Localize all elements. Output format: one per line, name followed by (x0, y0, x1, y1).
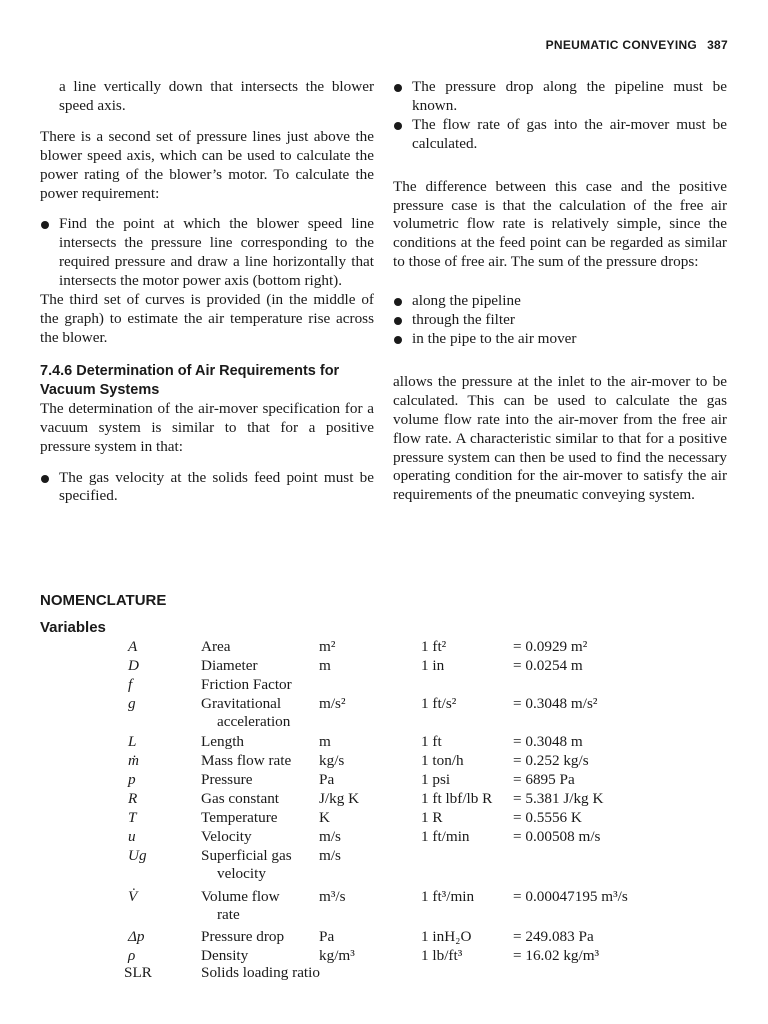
table-row (40, 947, 740, 964)
variable-name: Length (201, 733, 245, 750)
si-unit: m/s (319, 847, 341, 864)
imperial-unit: 1 R (421, 809, 443, 826)
table-row (40, 964, 740, 983)
imperial-unit: 1 ft³/min (421, 888, 475, 905)
table-row (40, 828, 740, 847)
imperial-unit: 1 ft (421, 733, 442, 750)
si-unit: m³/s (319, 888, 346, 905)
conversion: = 6895 Pa (513, 771, 575, 788)
table-row (40, 928, 740, 947)
imperial-unit: 1 ft/s² (421, 695, 457, 712)
si-unit: m (319, 657, 331, 674)
table-row (40, 657, 740, 676)
conversion: = 16.02 kg/m³ (513, 947, 600, 964)
paragraph: allows the pressure at the inlet to the air-mover to be calculated. This can be used to calculate the gas volume flow rate into the air-mover from the free air flow rate. A characteristic similar to that for a positive pressure system can then be used to find the necessary operating condition for the air-mover to satisfy the air requirements of the pneumatic conveying system. (393, 372, 727, 504)
page-number: 387 (707, 38, 728, 52)
table-row (40, 733, 740, 752)
conversion: = 0.00508 m/s (513, 828, 601, 845)
paragraph: The difference between this case and the positive pressure case is that the calculation of the free air volumetric flow rate is relatively simple, since the conditions at the feed point can be regarded as similar to those of free air. The sum of the pressure drops: (393, 177, 727, 271)
table-row (40, 790, 740, 809)
variable-name: Friction Factor (201, 676, 292, 693)
variable-name: Superficial gas (201, 847, 292, 864)
running-header (546, 38, 728, 52)
si-unit: Pa (319, 771, 335, 788)
variable-name: Volume flow (201, 888, 280, 905)
imperial-unit: 1 ft/min (421, 828, 470, 845)
symbol: ṁ (128, 752, 139, 769)
conversion: = 0.252 kg/s (513, 752, 589, 769)
symbol: Ug (128, 847, 147, 864)
si-unit: K (319, 809, 330, 826)
imperial-unit: 1 lb/ft³ (421, 947, 463, 964)
variable-name: Diameter (201, 657, 258, 674)
variables-subtitle: Variables (40, 619, 106, 636)
symbol: A (128, 638, 138, 655)
variable-name: Density (201, 947, 249, 964)
paragraph: There is a second set of pressure lines just above the blower speed axis, which can be used to calculate the power rating of the blower’s motor. To calculate the power requirement: (40, 127, 374, 202)
symbol: L (128, 733, 137, 750)
section-heading: 7.4.6 Determination of Air Requirements for Vacuum Systems (40, 362, 340, 398)
table-row (40, 676, 740, 695)
table-row (40, 771, 740, 790)
paragraph: a line vertically down that intersects the blower speed axis. (59, 78, 374, 114)
variable-name: Pressure drop (201, 928, 285, 945)
si-unit: m/s² (319, 695, 346, 712)
symbol: SLR (124, 964, 152, 981)
bullet-item: Find the point at which the blower speed line intersects the pressure line corresponding to the required pressure and draw a line horizontally that intersects the motor power axis (bottom right). (40, 215, 374, 291)
symbol: T (128, 809, 137, 826)
conversion: = 0.0929 m² (513, 638, 588, 655)
table-row (40, 638, 740, 657)
imperial-unit: 1 inH₂O (421, 928, 472, 945)
conversion: = 0.00047195 m³/s (513, 888, 628, 905)
symbol: p (128, 771, 136, 788)
table-row (40, 888, 740, 928)
symbol: R (128, 790, 138, 807)
variable-name: Gravitational (201, 695, 282, 712)
si-unit: m² (319, 638, 336, 655)
variable-name: Velocity (201, 828, 252, 845)
symbol: D (128, 657, 139, 674)
imperial-unit: 1 in (421, 657, 445, 674)
symbol: V̇ (128, 888, 138, 905)
nomenclature-table (40, 638, 740, 983)
conversion: = 5.381 J/kg K (513, 790, 604, 807)
list-item: through the filter (393, 311, 727, 330)
table-row (40, 847, 740, 888)
variable-name: Gas constant (201, 790, 280, 807)
variable-name: Temperature (201, 809, 278, 826)
conversion: = 0.0254 m (513, 657, 583, 674)
list-item: along the pipeline (393, 292, 727, 311)
paragraph: The third set of curves is provided (in the middle of the graph) to estimate the air temperature rise across the blower. (40, 291, 374, 346)
imperial-unit: 1 ft² (421, 638, 447, 655)
header-title: PNEUMATIC CONVEYING (545, 38, 698, 52)
si-unit: Pa (319, 928, 335, 945)
bullet-item: The gas velocity at the solids feed point must be specified. (40, 469, 374, 507)
nomenclature-title: NOMENCLATURE (40, 592, 167, 609)
bullet-item: The pressure drop along the pipeline must be known. (393, 78, 727, 116)
variable-name: Solids loading ratio (201, 964, 320, 981)
imperial-unit: 1 ft lbf/lb R (421, 790, 493, 807)
conversion: = 0.3048 m (513, 733, 583, 750)
imperial-unit: 1 psi (421, 771, 451, 788)
variable-name-continued: acceleration (217, 713, 291, 730)
variable-name: Area (201, 638, 231, 655)
symbol: Δp (128, 928, 145, 945)
variable-name-continued: velocity (217, 865, 266, 882)
symbol: f (128, 676, 133, 693)
symbol: u (128, 828, 136, 845)
symbol: ρ (128, 947, 136, 964)
si-unit: m (319, 733, 331, 750)
imperial-unit: 1 ton/h (421, 752, 464, 769)
list-item: in the pipe to the air mover (393, 330, 727, 349)
pressure-drop-list (393, 292, 727, 349)
si-unit: kg/m³ (319, 947, 355, 964)
symbol: g (128, 695, 136, 712)
si-unit: J/kg K (319, 790, 360, 807)
paragraph: The determination of the air-mover specification for a vacuum system is similar to that for a positive pressure system in that: (40, 399, 374, 455)
bullet-item: The flow rate of gas into the air-mover must be calculated. (393, 116, 727, 154)
left-column (40, 78, 374, 506)
variable-name-continued: rate (217, 906, 240, 923)
si-unit: m/s (319, 828, 341, 845)
table-row (40, 809, 740, 828)
right-column (393, 78, 727, 517)
conversion: = 0.5556 K (513, 809, 582, 826)
conversion: = 249.083 Pa (513, 928, 594, 945)
variable-name: Mass flow rate (201, 752, 292, 769)
conversion: = 0.3048 m/s² (513, 695, 598, 712)
si-unit: kg/s (319, 752, 345, 769)
variable-name: Pressure (201, 771, 253, 788)
table-row (40, 752, 740, 771)
table-row (40, 695, 740, 733)
